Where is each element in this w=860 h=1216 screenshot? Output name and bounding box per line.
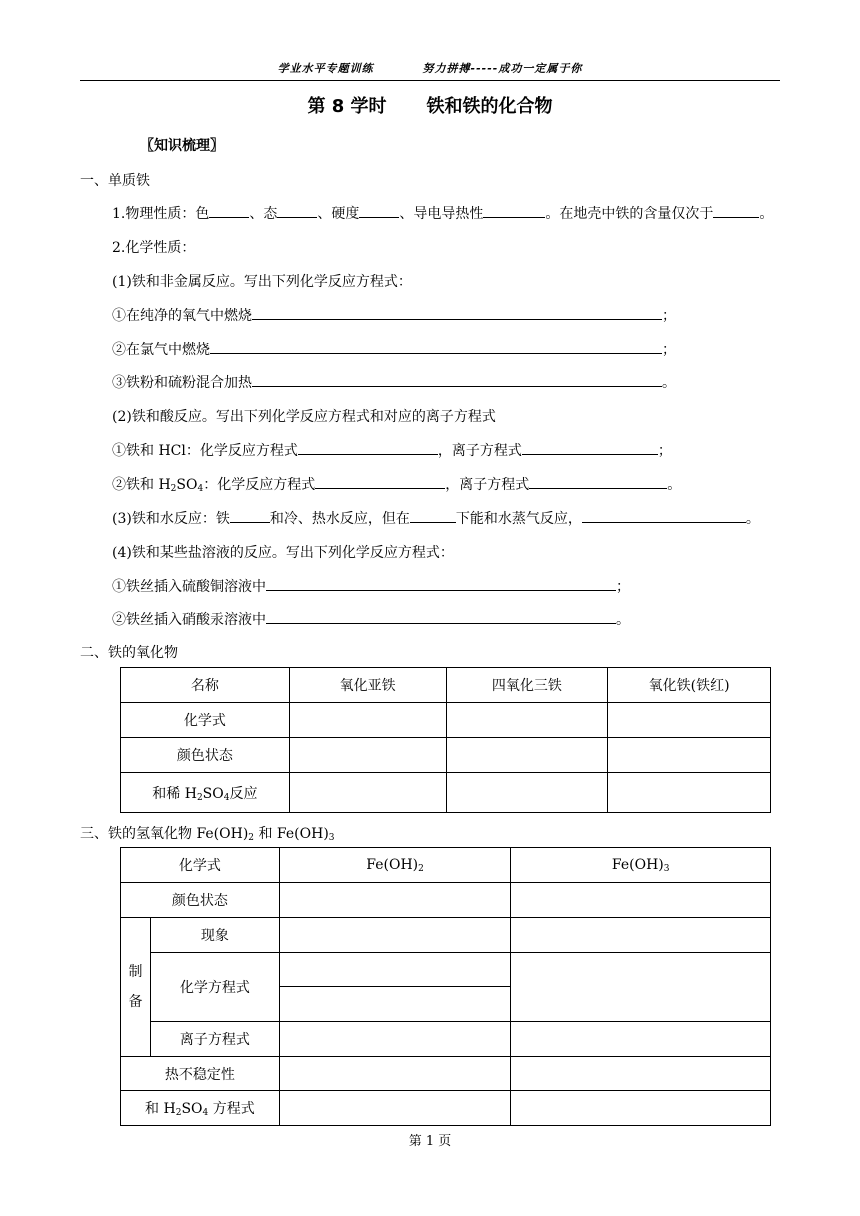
title-topic: 铁和铁的化合物 — [426, 96, 553, 117]
blank-field[interactable] — [210, 341, 662, 354]
table-cell[interactable] — [279, 1022, 511, 1057]
blank-field[interactable] — [266, 611, 616, 624]
blank-field[interactable] — [277, 205, 317, 218]
table-cell[interactable] — [279, 1091, 511, 1126]
table-cell[interactable] — [446, 773, 608, 813]
table-cell[interactable] — [511, 1022, 771, 1057]
acid-reaction-prompt: (2)铁和酸反应。写出下列化学反应方程式和对应的离子方程式 — [112, 409, 496, 425]
row-label: 颜色状态 — [121, 883, 280, 918]
row-label: 化学方程式 — [150, 953, 279, 1022]
blank-field[interactable] — [410, 510, 456, 523]
row-label: 现象 — [150, 918, 279, 953]
reaction-hgno3: ②铁丝插入硝酸汞溶液中 。 — [112, 612, 630, 628]
page-title — [0, 92, 860, 118]
table-cell[interactable] — [511, 1091, 771, 1126]
header-left: 学业水平专题训练 — [277, 62, 374, 75]
row-label: 离子方程式 — [150, 1022, 279, 1057]
blank-field[interactable] — [713, 205, 759, 218]
table-cell[interactable] — [446, 738, 608, 773]
blank-field[interactable] — [359, 205, 399, 218]
blank-field[interactable] — [529, 476, 667, 489]
row-label: 化学式 — [121, 703, 290, 738]
table-cell[interactable] — [446, 703, 608, 738]
prep-label: 制 备 — [121, 918, 151, 1057]
header-rule — [80, 80, 780, 81]
table-cell[interactable] — [511, 883, 771, 918]
row-label: 和 $H_2SO_4$ 方程式 — [121, 1091, 280, 1126]
table-cell[interactable] — [289, 703, 446, 738]
table-header: $Fe(OH)_3$ — [511, 848, 771, 883]
reaction-sulfur: ③铁粉和硫粉混合加热 。 — [112, 375, 676, 391]
section-3-heading: 三、铁的氢氧化物 $Fe(OH)_2$ 和 $Fe(OH)_3$ — [80, 826, 335, 843]
blank-field[interactable] — [522, 442, 658, 455]
table-header: 化学式 — [121, 848, 280, 883]
reaction-hcl: ①铁和 HCl：化学反应方程式 ，离子方程式 ； — [112, 443, 672, 459]
table-cell[interactable] — [608, 703, 771, 738]
physical-props: 1.物理性质：色 、态 、硬度 、导电导热性 。在地壳中铁的含量仅次于 。 — [112, 206, 774, 222]
table-cell[interactable] — [279, 1057, 511, 1091]
title-lesson: 第 8 学时 — [307, 96, 387, 117]
salt-reaction-prompt: (4)铁和某些盐溶液的反应。写出下列化学反应方程式： — [112, 545, 454, 561]
table-cell[interactable] — [511, 918, 771, 953]
row-label: 和稀 $H_2SO_4$反应 — [121, 773, 290, 813]
section-1-heading: 一、单质铁 — [80, 173, 150, 189]
table-cell[interactable] — [608, 773, 771, 813]
blank-field[interactable] — [315, 476, 445, 489]
iron-hydroxides-table — [120, 847, 771, 1126]
chem-props-label: 2.化学性质： — [112, 240, 196, 256]
blank-field[interactable] — [230, 510, 270, 523]
blank-field[interactable] — [252, 374, 662, 387]
header-right: 努力拼搏-----成功一定属于你 — [422, 62, 583, 75]
table-cell[interactable] — [511, 953, 771, 1022]
blank-field[interactable] — [209, 205, 249, 218]
table-header: $Fe(OH)_2$ — [279, 848, 511, 883]
table-cell[interactable] — [279, 953, 511, 987]
row-label: 热不稳定性 — [121, 1057, 280, 1091]
row-label: 颜色状态 — [121, 738, 290, 773]
blank-field[interactable] — [266, 578, 616, 591]
table-cell[interactable] — [608, 738, 771, 773]
blank-field[interactable] — [483, 205, 545, 218]
table-cell[interactable] — [279, 883, 511, 918]
page-number: 第 1 页 — [408, 1134, 452, 1149]
reaction-oxygen: ①在纯净的氧气中燃烧 ； — [112, 308, 676, 324]
blank-field[interactable] — [298, 442, 438, 455]
blank-field[interactable] — [582, 510, 746, 523]
section-2-heading: 二、铁的氧化物 — [80, 645, 178, 661]
iron-oxides-table — [120, 667, 771, 813]
reaction-chlorine: ②在氯气中燃烧 ； — [112, 342, 676, 358]
table-cell[interactable] — [279, 987, 511, 1022]
blank-field[interactable] — [252, 307, 662, 320]
table-cell[interactable] — [289, 773, 446, 813]
reaction-water: (3)铁和水反应：铁 和冷、热水反应，但在 下能和水蒸气反应， 。 — [112, 511, 760, 527]
reaction-h2so4: ②铁和 $H_2SO_4$：化学反应方程式 ，离子方程式 。 — [112, 477, 682, 494]
table-header: 氧化铁(铁红) — [608, 668, 771, 703]
section-label: 〖知识梳理〗 — [140, 138, 224, 154]
table-header: 四氧化三铁 — [446, 668, 608, 703]
table-cell[interactable] — [289, 738, 446, 773]
table-cell[interactable] — [279, 918, 511, 953]
page-header — [80, 60, 780, 78]
nonmetal-reaction-prompt: (1)铁和非金属反应。写出下列化学反应方程式： — [112, 274, 412, 290]
table-header: 名称 — [121, 668, 290, 703]
table-header: 氧化亚铁 — [289, 668, 446, 703]
reaction-cuso4: ①铁丝插入硫酸铜溶液中 ； — [112, 579, 630, 595]
table-cell[interactable] — [511, 1057, 771, 1091]
